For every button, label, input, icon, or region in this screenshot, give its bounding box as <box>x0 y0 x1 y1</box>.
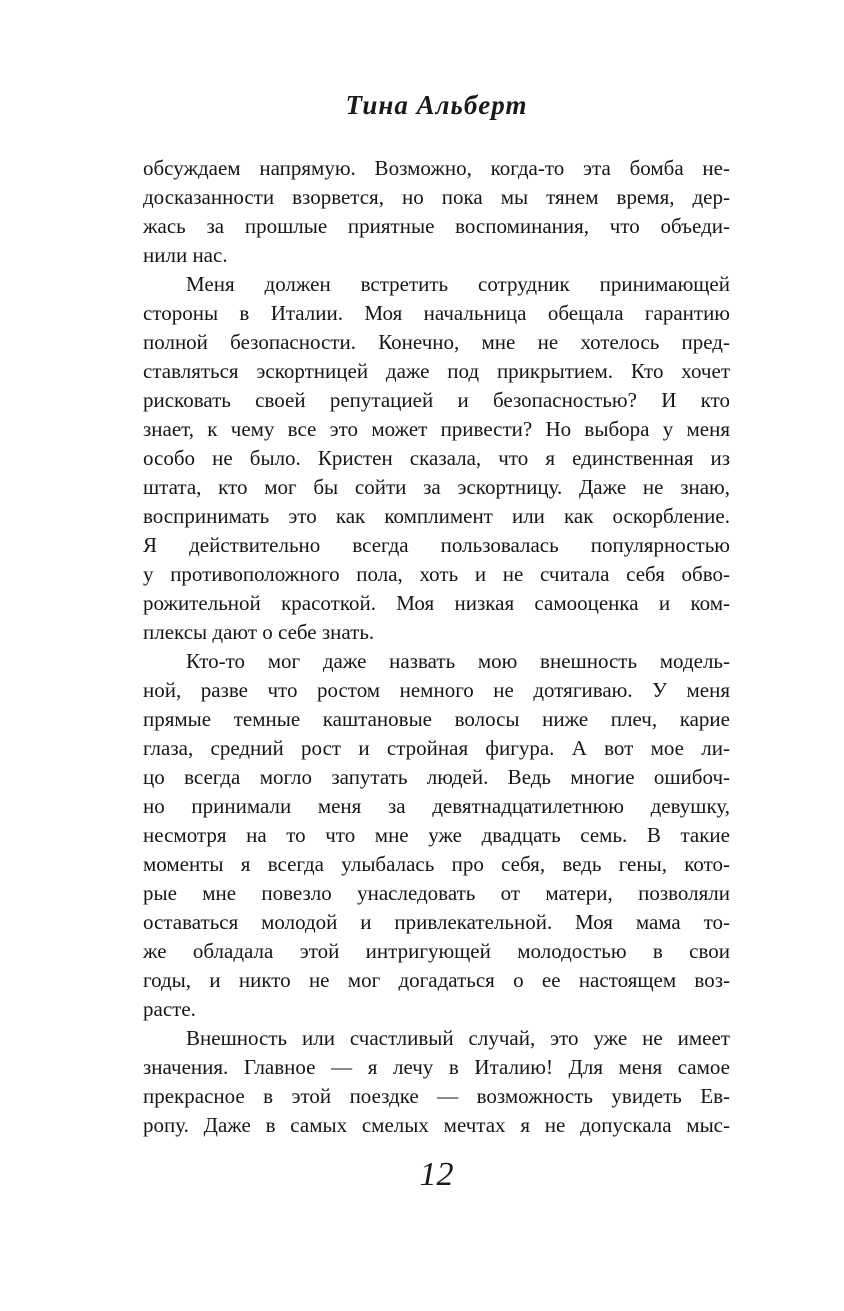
text-line: но принимали меня за девятнадцатилетнюю девушку, <box>143 794 730 818</box>
text-line: воспринимать это как комплимент или как оскорбление. <box>143 504 730 528</box>
text-line: несмотря на то что мне уже двадцать семь. В такие <box>143 823 730 847</box>
text-line: оставаться молодой и привлекательной. Моя мама то- <box>143 910 730 934</box>
text-line: штата, кто мог бы сойти за эскортницу. Даже не знаю, <box>143 475 730 499</box>
body-text <box>143 154 730 1140</box>
text-line: нили нас. <box>143 243 228 267</box>
text-line: особо не было. Кристен сказала, что я единственная из <box>143 446 730 470</box>
text-line: значения. Главное — я лечу в Италию! Для меня самое <box>143 1055 730 1079</box>
paragraph <box>143 647 730 1024</box>
text-line: рые мне повезло унаследовать от матери, позволяли <box>143 881 730 905</box>
text-line: жась за прошлые приятные воспоминания, что объеди- <box>143 214 730 238</box>
text-line: знает, к чему все это может привести? Но выбора у меня <box>143 417 730 441</box>
paragraph <box>143 270 730 647</box>
text-line: прямые темные каштановые волосы ниже плеч, карие <box>143 707 730 731</box>
text-line: у противоположного пола, хоть и не считала себя обво- <box>143 562 730 586</box>
page-number: 12 <box>419 1156 454 1193</box>
paragraph <box>143 1024 730 1140</box>
text-line: Меня должен встретить сотрудник принимающей <box>186 272 730 296</box>
text-line: ставляться эскортницей даже под прикрытием. Кто хочет <box>143 359 730 383</box>
running-header: Тина Альберт <box>345 90 528 120</box>
text-line: расте. <box>143 997 196 1021</box>
text-line: обсуждаем напрямую. Возможно, когда-то эта бомба не- <box>143 156 730 180</box>
text-line: Кто-то мог даже назвать мою внешность модель- <box>186 649 730 673</box>
text-line: стороны в Италии. Моя начальница обещала гарантию <box>143 301 730 325</box>
text-line: полной безопасности. Конечно, мне не хотелось пред- <box>143 330 730 354</box>
text-line: же обладала этой интригующей молодостью в свои <box>143 939 730 963</box>
text-line: Я действительно всегда пользовалась популярностью <box>143 533 730 557</box>
text-line: ропу. Даже в самых смелых мечтах я не допускала мыс- <box>143 1113 730 1137</box>
text-line: моменты я всегда улыбалась про себя, ведь гены, кото- <box>143 852 730 876</box>
paragraph <box>143 154 730 270</box>
text-line: рожительной красоткой. Моя низкая самооценка и ком- <box>143 591 730 615</box>
text-line: рисковать своей репутацией и безопасностью? И кто <box>143 388 730 412</box>
text-line: плексы дают о себе знать. <box>143 620 375 644</box>
text-line: глаза, средний рост и стройная фигура. А вот мое ли- <box>143 736 730 760</box>
text-line: ной, разве что ростом немного не дотягиваю. У меня <box>143 678 730 702</box>
text-line: годы, и никто не мог догадаться о ее настоящем воз- <box>143 968 730 992</box>
text-line: прекрасное в этой поездке — возможность увидеть Ев- <box>143 1084 730 1108</box>
text-line: Внешность или счастливый случай, это уже не имеет <box>186 1026 730 1050</box>
text-line: досказанности взорвется, но пока мы тянем время, дер- <box>143 185 730 209</box>
text-line: цо всегда могло запутать людей. Ведь многие ошибоч- <box>143 765 730 789</box>
